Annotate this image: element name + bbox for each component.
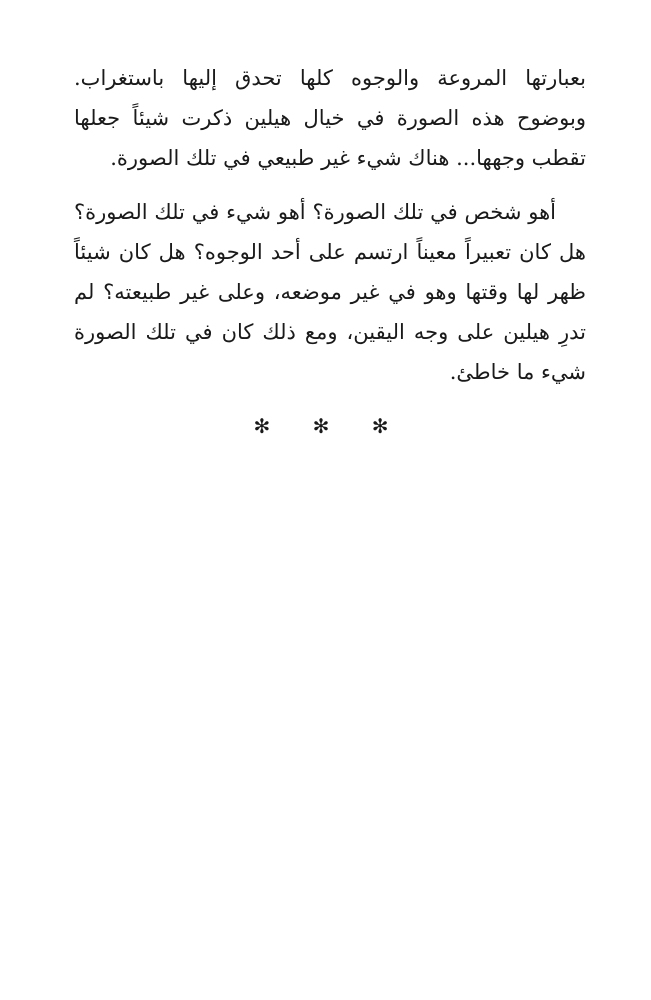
paragraph-2: أهو شخص في تلك الصورة؟ أهو شيء في تلك الصورة؟ هل كان تعبيراً معيناً ارتسم على أحد الوجوه؟ هل كان شيئاً ظهر لها وقتها وهو في غير موضعه، وعلى غير طبيعته؟ لم تدرِ هيلين على وجه اليقين، ومع ذلك كان في تلك الصورة شيء ما خاطئ. <box>74 200 586 384</box>
paragraph-1: بعبارتها المروعة والوجوه كلها تحدق إليها باستغراب. وبوضوح هذه الصورة في خيال هيلين ذكرت شيئاً جعلها تقطب وجهها... هناك شيء غير طبيعي في تلك الصورة. <box>74 66 586 170</box>
section-separator: ✻ ✻ ✻ <box>253 414 407 438</box>
book-page <box>74 58 586 438</box>
